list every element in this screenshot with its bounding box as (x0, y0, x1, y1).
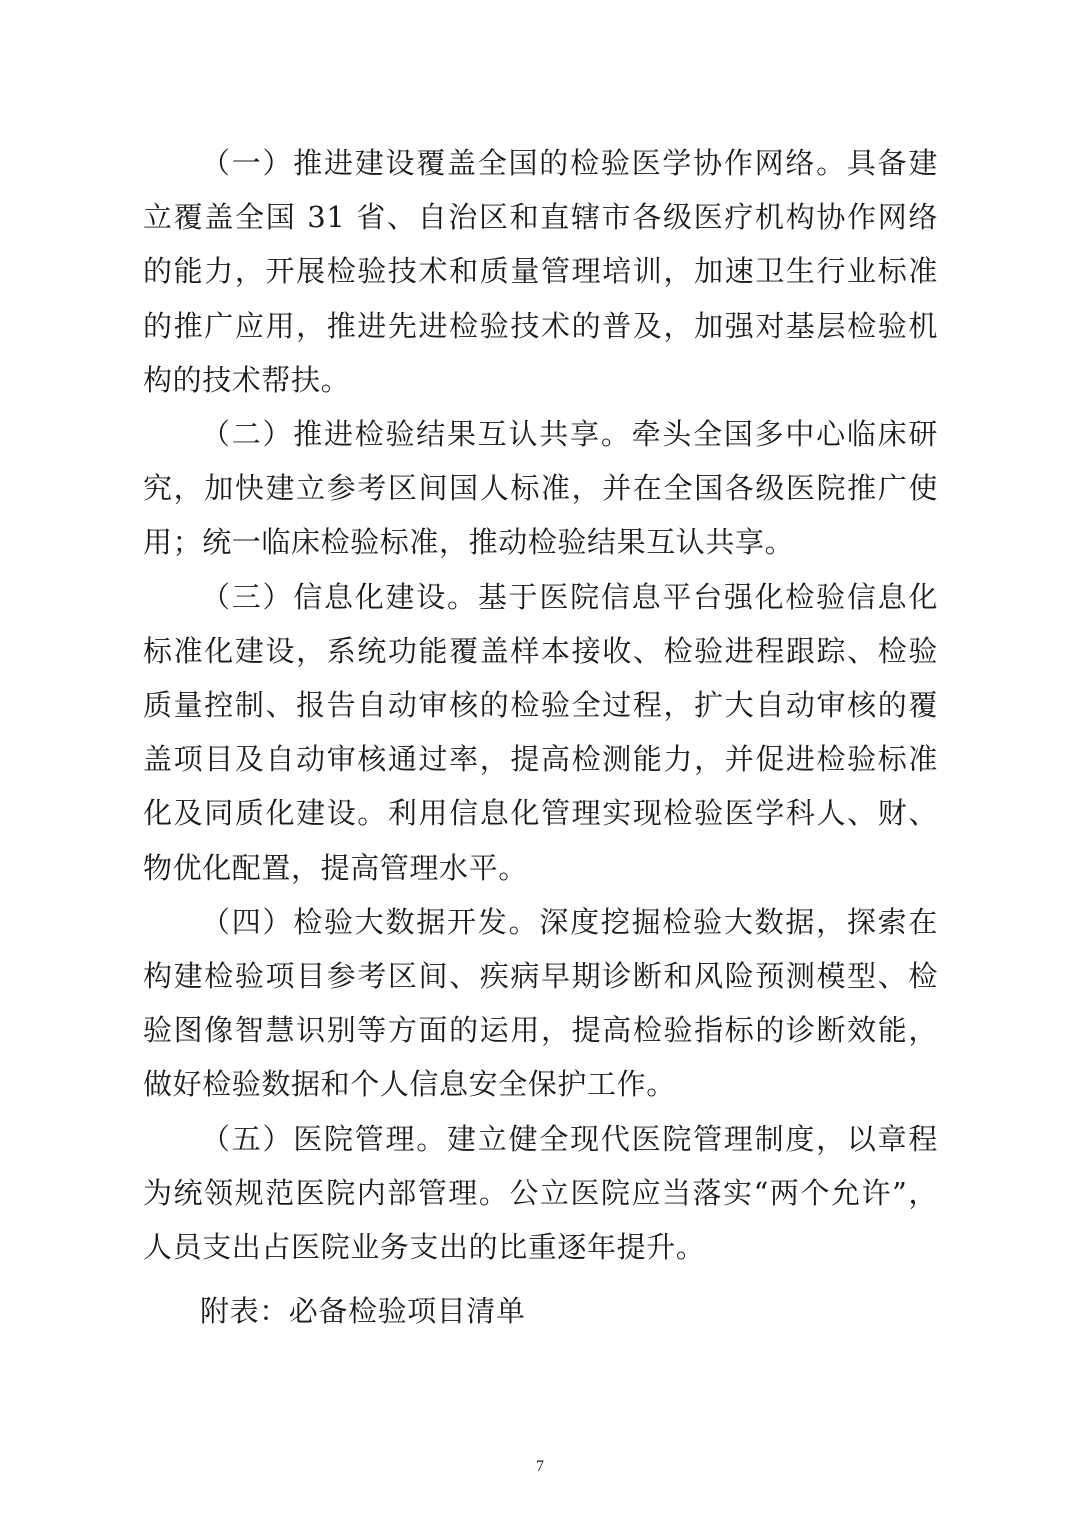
paragraph-3-text: 基于医院信息平台强化检验信息化标准化建设，系统功能覆盖样本接收、检验进程跟踪、检验质量控制、报告自动审核的检验全过程，扩大自动审核的覆盖项目及自动审核通过率，提高检测能力，并促进检验标准化及同质化建设。利用信息化管理实现检验医学科人、财、物优化配置，提高管理水平。 (143, 579, 938, 885)
paragraph-2-text: 牵头全国多中心临床研究，加快建立参考区间国人标准，并在全国各级医院推广使用；统一临床检验标准，推动检验结果互认共享。 (143, 417, 938, 560)
paragraph-2 (143, 407, 938, 570)
paragraph-4 (143, 895, 938, 1112)
paragraph-5 (143, 1112, 938, 1275)
paragraph-1 (143, 136, 938, 407)
attachment-note: 附表：必备检验项目清单 (200, 1294, 526, 1328)
paragraph-5-heading: （五）医院管理。 (201, 1121, 448, 1156)
paragraph-1-text: 具备建立覆盖全国 31 省、自治区和直辖市各级医疗机构协作网络的能力，开展检验技术和质量管理培训，加速卫生行业标准的推广应用，推进先进检验技术的普及，加强对基层检验机构的技术帮扶。 (143, 146, 938, 397)
paragraph-1-heading: （一）推进建设覆盖全国的检验医学协作网络。 (201, 146, 847, 180)
page-number: 7 (536, 1458, 544, 1475)
paragraph-3-heading: （三）信息化建设。 (201, 579, 478, 614)
paragraph-5-text: 建立健全现代医院管理制度，以章程为统领规范医院内部管理。公立医院应当落实“两个允许”，人员支出占医院业务支出的比重逐年提升。 (143, 1121, 938, 1265)
paragraph-2-heading: （二）推进检验结果互认共享。 (201, 417, 632, 452)
paragraph-3 (143, 570, 938, 895)
document-body (143, 136, 938, 1274)
paragraph-4-heading: （四）检验大数据开发。 (201, 904, 540, 939)
paragraph-4-text: 深度挖掘检验大数据，探索在构建检验项目参考区间、疾病早期诊断和风险预测模型、检验图像智慧识别等方面的运用，提高检验指标的诊断效能，做好检验数据和个人信息安全保护工作。 (143, 904, 938, 1102)
